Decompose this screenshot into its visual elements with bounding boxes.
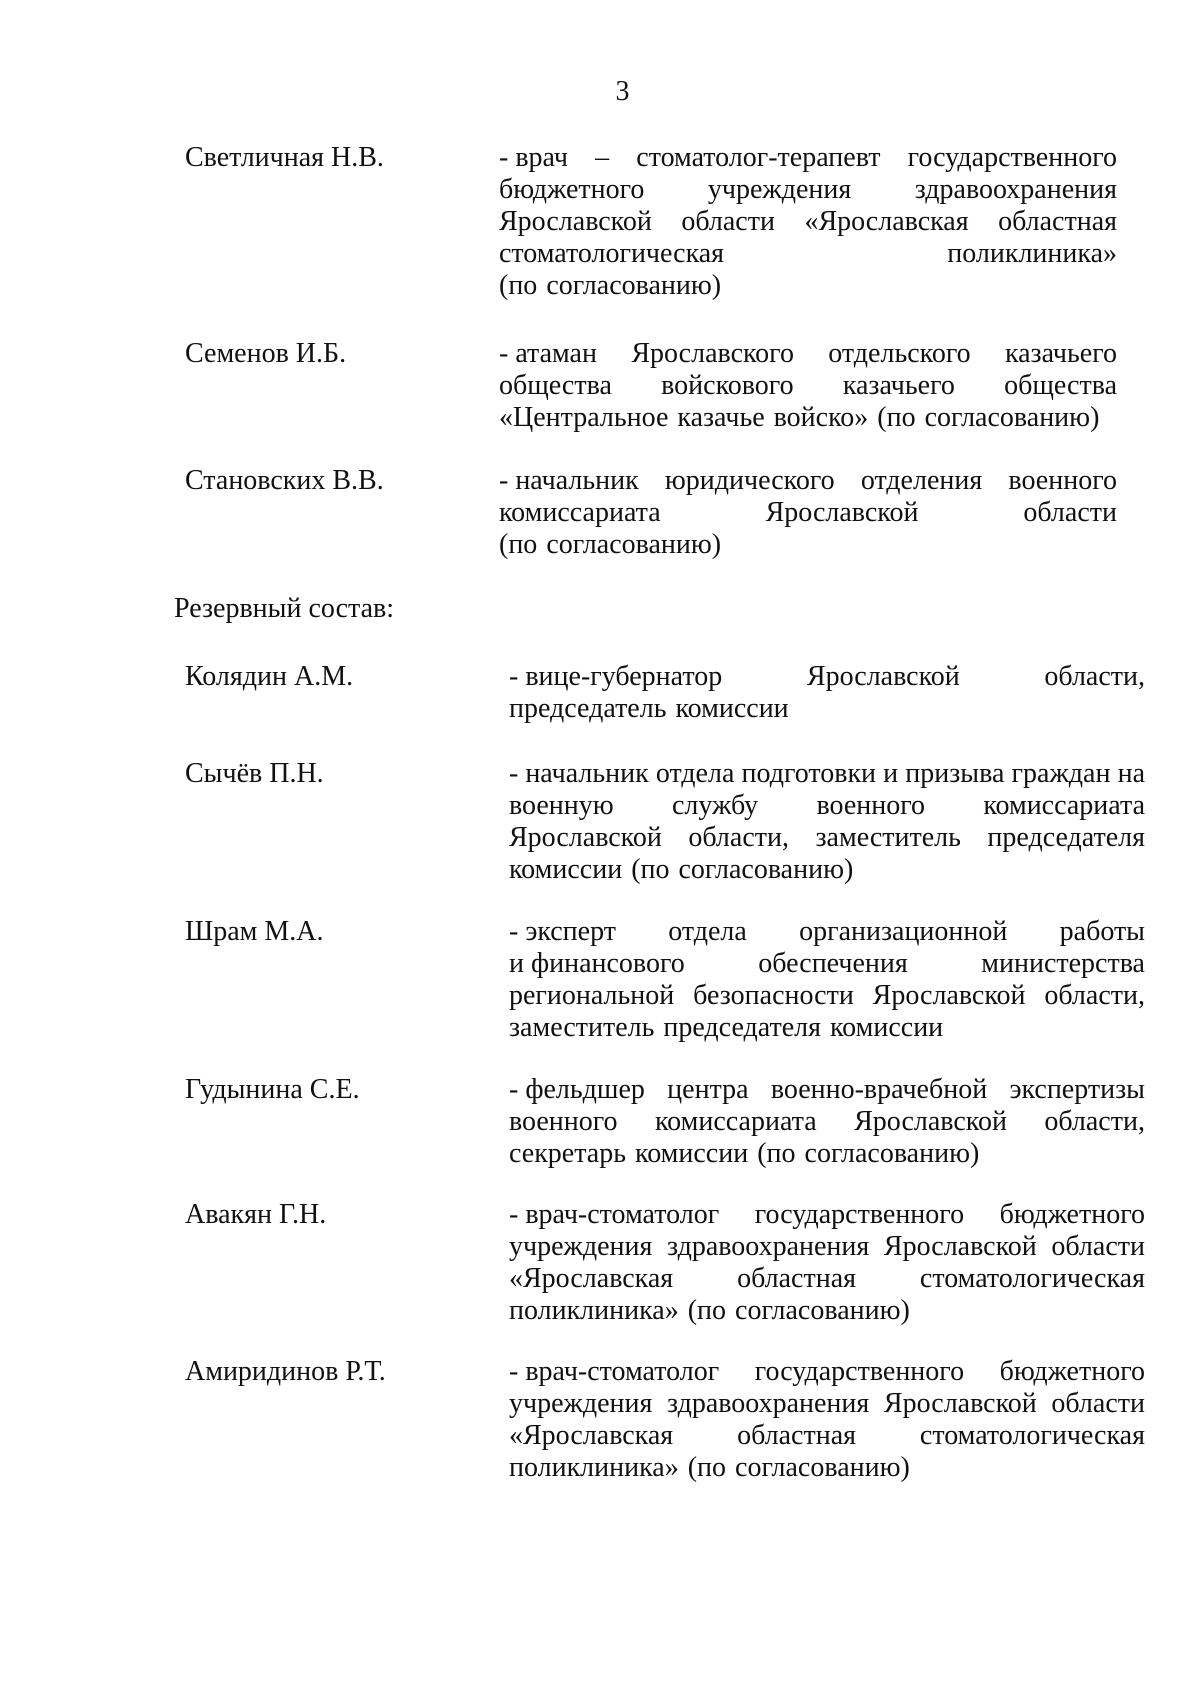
reserve-section-title: Резервный состав: <box>174 593 395 624</box>
member-position <box>509 1074 1145 1170</box>
position-word: согласованию) <box>546 270 722 301</box>
position-word: - фельдшер <box>509 1074 645 1105</box>
position-word: согласованию) <box>546 529 722 560</box>
position-word: казачьего <box>842 370 955 401</box>
position-line <box>499 142 1117 174</box>
position-word: отдела <box>655 758 735 789</box>
position-word: Ярославской <box>883 1231 1037 1262</box>
position-word: (по <box>631 854 670 885</box>
position-word: Ярославской <box>806 661 960 692</box>
position-line <box>509 822 1145 854</box>
position-line <box>509 916 1145 948</box>
member-position <box>499 338 1117 434</box>
position-word: войскового <box>661 370 794 401</box>
position-word: государственного <box>754 1199 965 1230</box>
position-word: бюджетного <box>999 1356 1145 1387</box>
position-word: здравоохранения <box>667 1231 870 1262</box>
position-word: комиссии <box>635 1138 749 1169</box>
position-line <box>509 661 1145 693</box>
page-number: 3 <box>615 76 630 107</box>
position-word: комиссии <box>829 1012 944 1043</box>
position-word: стоматологическая <box>499 238 725 269</box>
position-word: государственного <box>907 142 1117 173</box>
position-line <box>499 206 1117 238</box>
position-word: военную <box>509 790 614 821</box>
position-line <box>509 1231 1145 1263</box>
position-word: отдельского <box>828 338 971 369</box>
position-word: согласованию) <box>735 1295 910 1326</box>
position-line <box>509 854 1145 886</box>
position-word: региональной <box>509 980 675 1011</box>
position-word: - атаман <box>499 338 597 369</box>
position-line <box>509 948 1145 980</box>
position-line <box>509 980 1145 1012</box>
position-line <box>509 1263 1145 1295</box>
position-word: - врач-стоматолог <box>509 1356 720 1387</box>
position-word: комиссариата <box>983 790 1145 821</box>
position-word: поликлиника» <box>947 238 1117 269</box>
position-word: службу <box>671 790 759 821</box>
position-line <box>499 465 1117 497</box>
position-word: областная <box>998 206 1117 237</box>
position-word: Ярославского <box>631 338 794 369</box>
position-word: (по <box>499 270 538 301</box>
position-word: Ярославской <box>765 497 919 528</box>
position-word: комиссии <box>509 854 623 885</box>
position-line <box>509 790 1145 822</box>
position-word: центра <box>667 1074 749 1105</box>
position-word: «Центральное <box>499 402 669 433</box>
member-name: Семенов И.Б. <box>185 338 347 369</box>
position-line <box>509 1106 1145 1138</box>
position-line <box>499 238 1117 270</box>
position-word: Ярославской <box>499 206 652 237</box>
position-line <box>509 1138 1145 1170</box>
position-word: председатель <box>509 693 667 724</box>
position-word: организационной <box>799 916 1008 947</box>
position-word: области <box>1051 1231 1145 1262</box>
position-word: экспертизы <box>1009 1074 1145 1105</box>
position-word: (по <box>757 1138 796 1169</box>
position-word: учреждения <box>707 174 852 205</box>
member-position <box>509 1199 1145 1327</box>
member-name: Амиридинов Р.Т. <box>185 1356 386 1387</box>
position-word: военного <box>509 1106 618 1137</box>
position-word: председателя <box>987 822 1145 853</box>
position-line <box>499 338 1117 370</box>
member-position <box>509 661 1145 725</box>
member-name: Сычёв П.Н. <box>185 758 324 789</box>
position-word: войско» <box>773 402 869 433</box>
position-line <box>509 1452 1145 1484</box>
position-word: здравоохранения <box>667 1388 870 1419</box>
position-word: на <box>1117 758 1145 789</box>
position-word: бюджетного <box>499 174 645 205</box>
position-word: работы <box>1059 916 1145 947</box>
position-word: согласованию) <box>804 1138 980 1169</box>
position-word: - вице-губернатор <box>509 661 723 692</box>
position-word: казачьего <box>1004 338 1117 369</box>
position-word: области, <box>1044 1106 1145 1137</box>
position-word: (по <box>687 1452 727 1483</box>
position-word: области, <box>1044 661 1145 692</box>
position-word: обеспечения <box>758 948 908 979</box>
position-line <box>509 1012 1145 1044</box>
position-line <box>499 529 1117 561</box>
position-word: - начальник <box>499 465 639 496</box>
position-word: заместитель <box>509 1012 655 1043</box>
position-word: Ярославской <box>509 822 662 853</box>
position-line <box>509 1295 1145 1327</box>
member-position <box>499 142 1117 302</box>
position-word: - врач <box>499 142 568 173</box>
position-word: комиссариата <box>499 497 661 528</box>
position-line <box>509 758 1145 790</box>
position-word: юридического <box>664 465 835 496</box>
member-position <box>499 465 1117 561</box>
position-word: призыва <box>905 758 1005 789</box>
position-word: военно-врачебной <box>770 1074 988 1105</box>
position-line <box>509 1356 1145 1388</box>
position-word: заместитель <box>815 822 961 853</box>
member-name: Колядин А.М. <box>185 661 354 692</box>
position-word: государственного <box>754 1356 965 1387</box>
position-word: отделения <box>860 465 983 496</box>
position-word: учреждения <box>509 1388 653 1419</box>
position-word: «Ярославская <box>509 1263 674 1294</box>
position-word: общества <box>499 370 612 401</box>
member-name: Шрам М.А. <box>185 916 324 947</box>
position-word: бюджетного <box>999 1199 1145 1230</box>
position-word: и <box>883 758 899 789</box>
position-word: области <box>681 206 775 237</box>
position-word: согласованию) <box>678 854 854 885</box>
position-word: поликлиника» <box>509 1452 679 1483</box>
member-position <box>509 758 1145 886</box>
position-word: стоматологическая <box>919 1263 1145 1294</box>
position-line <box>499 174 1117 206</box>
position-line <box>499 497 1117 529</box>
position-word: согласованию) <box>735 1452 910 1483</box>
position-word: министерства <box>981 948 1145 979</box>
position-word: областная <box>737 1263 856 1294</box>
member-name: Авакян Г.Н. <box>185 1199 327 1230</box>
position-word: казачье <box>677 402 765 433</box>
position-line <box>499 370 1117 402</box>
position-word: общества <box>1004 370 1117 401</box>
position-word: (по <box>687 1295 727 1326</box>
position-line <box>499 270 1117 302</box>
member-name: Гудынина С.Е. <box>185 1074 360 1105</box>
position-word: Ярославской <box>872 980 1026 1011</box>
position-word: областная <box>737 1420 856 1451</box>
position-word: Ярославской <box>883 1388 1037 1419</box>
position-line <box>509 1199 1145 1231</box>
position-word: согласованию) <box>924 402 1100 433</box>
position-word: поликлиника» <box>509 1295 679 1326</box>
position-word: - врач-стоматолог <box>509 1199 720 1230</box>
position-word: области, <box>688 822 789 853</box>
member-name: Становских В.В. <box>185 465 384 496</box>
position-word: «Ярославская <box>509 1420 674 1451</box>
position-word: стоматологическая <box>919 1420 1145 1451</box>
member-name: Светличная Н.В. <box>185 142 384 173</box>
position-word: здравоохранения <box>914 174 1117 205</box>
position-word: комиссии <box>675 693 789 724</box>
position-word: отдела <box>668 916 747 947</box>
position-line <box>499 402 1117 434</box>
position-word: стоматолог-терапевт <box>636 142 881 173</box>
position-word: области <box>1023 497 1117 528</box>
member-position <box>509 1356 1145 1484</box>
position-word: (по <box>499 529 538 560</box>
position-line <box>509 1420 1145 1452</box>
position-word: «Ярославская <box>804 206 969 237</box>
position-word: комиссариата <box>654 1106 817 1137</box>
position-word: военного <box>1008 465 1117 496</box>
position-line <box>509 693 1145 725</box>
position-word: подготовки <box>741 758 877 789</box>
position-word: области, <box>1044 980 1145 1011</box>
position-word: секретарь <box>509 1138 627 1169</box>
position-word: – <box>595 142 610 173</box>
position-line <box>509 1074 1145 1106</box>
position-word: Ярославской <box>854 1106 1007 1137</box>
position-word: учреждения <box>509 1231 653 1262</box>
position-word: граждан <box>1011 758 1111 789</box>
position-word: военного <box>816 790 926 821</box>
position-word: безопасности <box>693 980 854 1011</box>
position-word: (по <box>877 402 916 433</box>
position-word: - эксперт <box>509 916 616 947</box>
position-line <box>509 1388 1145 1420</box>
position-word: области <box>1051 1388 1145 1419</box>
position-word: - начальник <box>509 758 649 789</box>
position-word: председателя <box>663 1012 821 1043</box>
member-position <box>509 916 1145 1044</box>
position-word: и финансового <box>509 948 685 979</box>
